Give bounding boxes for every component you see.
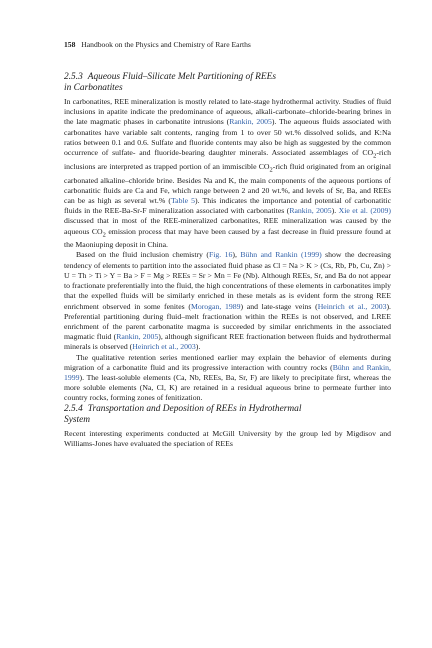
main-content — [64, 72, 391, 449]
text-run: ). This indicates the importance and potential of carbonatitic fluids in the REE-Ba-Sr-F mineralization associated with carbonatites ( — [64, 195, 392, 216]
text-run: ). — [195, 342, 201, 352]
text-run: ). The aqueous fluids associated with carbonatites have variable salt contents, ranging from 1 to over 50 wt.% dissolved solids, and K:Na ratios between 0.1 and 0.6. Sulfate and fluoride contents may also be high as suggested by the common occurrence of sulfate- and fluoride-bearing daughter minerals. Associated assemblages of CO — [64, 117, 391, 158]
text-run: emission process that may have been caused by a fast decrease in fluid pressure found at the Maoniuping deposit in China. — [64, 226, 391, 250]
text-run: Recent interesting experiments conducted at McGill University by the group led by Migdisov and Williams-Jones have evaluated the speciation of REEs — [64, 428, 391, 448]
text-run: ), — [232, 250, 241, 260]
table-link[interactable]: Table 5 — [170, 195, 196, 205]
section-title-line1: Transportation and Deposition of REEs in Hydrothermal — [87, 403, 302, 414]
section-title-line1: Aqueous Fluid–Silicate Melt Partitioning of REEs — [87, 72, 277, 82]
citation-link[interactable]: Morogan, 1989 — [190, 301, 241, 311]
running-header — [64, 40, 392, 50]
subscript: 2 — [373, 152, 377, 160]
citation-link[interactable]: Bühn and Rankin (1999) — [240, 250, 322, 260]
subscript: 2 — [102, 231, 106, 239]
section-number: 2.5.4 — [64, 403, 83, 414]
text-run: -rich fluid originated from an original carbonated alkaline–chloride brine. Besides Na and K, the main components of the aqueous portions of carbonatitic fluids are Ca and Fe, which range between 2 and 20 wt.%, and levels of Sr, Ba, and REEs can be as high as several wt.% ( — [64, 161, 392, 205]
text-run: ). The least-soluble elements (Ca, Nb, REEs, Ba, Sr, F) are likely to precipitate first, whereas the more soluble elements (Na, Cl, K) are retained in a residual aqueous brine to permeate further into country rocks, forming zones of fenitization. — [64, 372, 391, 403]
citation-link[interactable]: Xie et al. (2009) — [338, 206, 391, 216]
citation-link[interactable]: Bühn and Rankin, 1999 — [64, 362, 391, 382]
citation-link[interactable]: Rankin, 2005 — [289, 206, 332, 216]
citation-link[interactable]: Rankin, 2005 — [116, 332, 159, 342]
text-run: discussed that in most of the REE-mineralized carbonatites, REE mineralization was caused by the aqueous CO — [64, 216, 391, 236]
paragraph-4 — [64, 429, 391, 449]
text-run: The qualitative retention series mentioned earlier may explain the behavior of elements during migration of a carbonatite fluid and its progressive interaction with country rocks ( — [64, 352, 391, 372]
paragraph-3 — [64, 353, 391, 404]
paragraph-1 — [64, 97, 391, 250]
page-number: 158 — [64, 40, 76, 49]
section-heading-2-5-3 — [64, 72, 391, 94]
citation-link[interactable]: Heinrich et al., 2003 — [317, 301, 387, 311]
text-run: Based on the fluid inclusion chemistry ( — [76, 250, 209, 260]
section-title-line2: System — [64, 414, 91, 425]
section-number: 2.5.3 — [64, 72, 83, 82]
figure-link[interactable]: Fig. 16 — [208, 250, 233, 260]
paragraph-2 — [64, 250, 391, 352]
subscript: 2 — [269, 166, 273, 174]
section-title-line2: in Carbonatites — [64, 83, 123, 93]
citation-link[interactable]: Rankin, 2005 — [229, 117, 272, 127]
text-run: ). Preferential partitioning during fluid–melt fractionation within the REEs is not observed, and LREE enrichment of the parent carbonatite magma is succeeded by similar enrichments in the associated magmatic fluid ( — [64, 301, 391, 342]
citation-link[interactable]: Heinrich et al., 2003 — [132, 342, 196, 352]
text-run: -rich inclusions are interpreted as trapped portion of an immiscible CO — [64, 148, 391, 171]
text-run: ), although significant REE fractionation between fluids and hydrothermal minerals is observed ( — [64, 332, 392, 352]
text-run: In carbonatites, REE mineralization is mostly related to late-stage hydrothermal activity. Studies of fluid inclusions in apatite indicate the predominance of aqueous, alkali-carbonate–chloride-bearing brines in the late magmatic phases in carbonatite intrusions ( — [64, 97, 391, 127]
section-heading-2-5-4 — [64, 404, 391, 426]
running-title: Handbook on the Physics and Chemistry of Rare Earths — [81, 40, 251, 49]
text-run: show the decreasing tendency of elements to partition into the associated fluid phase as Cl = Na > K > (Cs, Rb, Pb, Cu, Zn) > U = Th > Ti > Y = Ba > F = Mg > REEs = Sr > Mn = Fe (Nb). Although REEs, Sr, and Ba do not appear to fractionate preferentially into the fluid, the high concentrations of these elements in carbonatites imply that the expelled fluids will be similarly enriched in these metals as is evident form the strong REE enrichment observed in some fenites ( — [64, 250, 391, 311]
text-run: ). — [331, 206, 339, 216]
text-run: ) and late-stage veins ( — [240, 301, 318, 311]
